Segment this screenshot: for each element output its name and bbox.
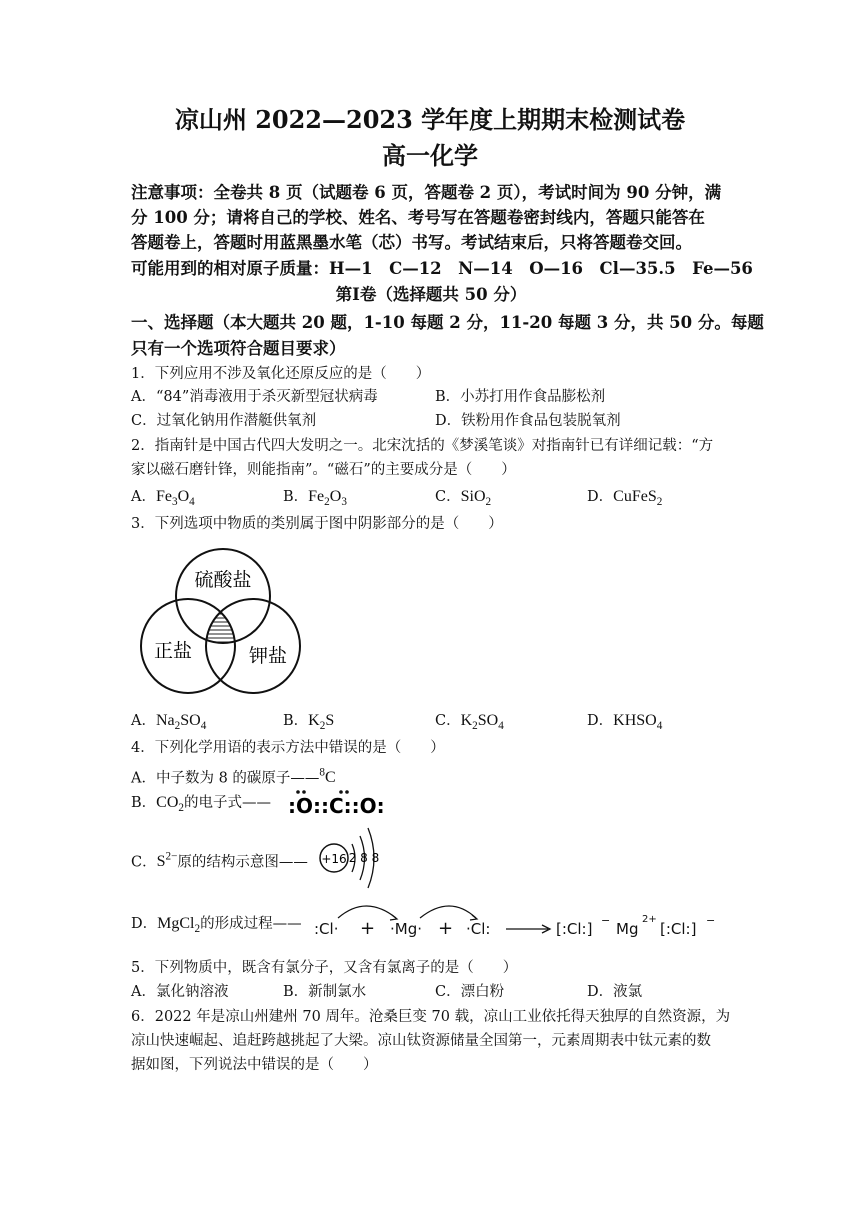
q1-option-a: A．“84”消毒液用于杀灭新型冠状病毒: [131, 389, 378, 405]
q4-stem: 4．下列化学用语的表示方法中错误的是（ ）: [131, 740, 445, 756]
q4-option-d: D．MgCl$_2$的形成过程——: [131, 915, 302, 936]
q3-option-a: A．$Na_2SO_4$: [131, 712, 207, 733]
venn-diagram: [133, 540, 313, 700]
q3-option-d: D．$KHSO_4$: [587, 712, 663, 733]
mgcl2-formation-diagram: [310, 890, 730, 946]
formula-cufes2: CuFeS$_2$: [613, 488, 663, 509]
formula-k2so4: $K_2SO_4$: [460, 712, 504, 733]
nucleus-charge: +16: [321, 852, 347, 866]
formula-co2: $CO_2$: [156, 794, 184, 815]
atomic-masses: 可能用到的相对原子质量：H—1 C—12 N—14 O—16 Cl—35.5 Fe—56: [131, 259, 753, 278]
svg-text:[:Cl:]: [:Cl:]: [556, 920, 593, 938]
q2-option-c: C．SiO$_2$: [435, 488, 492, 509]
q3-option-b: B．$K_2S$: [283, 712, 335, 733]
svg-text:−: −: [601, 914, 611, 927]
sulfide-structure-diagram: [316, 822, 386, 894]
q6-line-1: 6．2022 年是凉山州建州 70 周年。沧桑巨变 70 载，凉山工业依托得天独厚的自然资源，为: [131, 1009, 731, 1025]
q1-option-b: B．小苏打用作食品膨松剂: [435, 389, 606, 405]
q1-stem: 1．下列应用不涉及氧化还原反应的是（ ）: [131, 366, 431, 382]
notice-line-3: 答题卷上，答题时用蓝黑墨水笔（芯）书写。考试结束后，只将答题卷交回。: [131, 233, 692, 252]
part1-title: 第Ⅰ卷（选择题共 50 分）: [335, 285, 527, 304]
q4-option-c: C．$S^{2-}$原的结构示意图——: [131, 851, 308, 871]
q5-stem: 5．下列物质中，既含有氯分子，又含有氯离子的是（ ）: [131, 960, 518, 976]
q3-option-c: C．$K_2SO_4$: [435, 712, 504, 733]
q4-option-a: A．中子数为 8 的碳原子——$^8$C: [131, 767, 336, 787]
q4-option-b: B．$CO_2$的电子式——: [131, 794, 271, 815]
svg-text:+: +: [438, 918, 454, 939]
isotope-c8: $^8$C: [319, 767, 336, 787]
section-line-1: 一、选择题（本大题共 20 题，1-10 每题 2 分，11-20 每题 3 分，共 50 分。每题: [131, 313, 764, 332]
q2-option-a: A．$Fe_3O_4$: [131, 488, 195, 509]
notice-line-2: 分 100 分；请将自己的学校、姓名、考号写在答题卷密封线内，答题只能答在: [131, 208, 705, 227]
section-line-2: 只有一个选项符合题目要求）: [131, 339, 346, 358]
venn-label-right: 钾盐: [248, 645, 288, 667]
q6-line-3: 据如图，下列说法中错误的是（ ）: [131, 1057, 378, 1073]
svg-text:·Mg·: ·Mg·: [390, 920, 422, 938]
q6-line-2: 凉山快速崛起、追赶跨越挑起了大梁。凉山钛资源储量全国第一，元素周期表中钛元素的数: [131, 1033, 711, 1049]
q2-stem-1: 2．指南针是中国古代四大发明之一。北宋沈括的《梦溪笔谈》对指南针已有详细记载：“方: [131, 438, 714, 454]
formula-sio2: SiO$_2$: [460, 488, 492, 509]
q5-option-b: B．新制氯水: [283, 984, 367, 1000]
q1-option-c: C．过氧化钠用作潜艇供氧剂: [131, 413, 317, 429]
formula-khso4: $KHSO_4$: [613, 712, 663, 733]
formula-mgcl2: MgCl$_2$: [157, 915, 201, 936]
electron-shells: 2 8 8: [348, 851, 380, 865]
co2-electron-formula: [282, 787, 385, 821]
notice-line-1: 注意事项：全卷共 8 页（试题卷 6 页，答题卷 2 页），考试时间为 90 分钟，满: [131, 183, 722, 202]
svg-text:2+: 2+: [642, 914, 657, 925]
svg-text:[:Cl:]: [:Cl:]: [660, 920, 697, 938]
venn-label-left: 正盐: [153, 640, 193, 662]
formula-fe3o4: $Fe_3O_4$: [155, 488, 195, 509]
q3-stem: 3．下列选项中物质的类别属于图中阴影部分的是（ ）: [131, 516, 503, 532]
svg-text:·Cl:: ·Cl:: [466, 920, 491, 938]
q1-option-d: D．铁粉用作食品包装脱氧剂: [435, 413, 621, 429]
ion-s2minus: $S^{2-}$: [156, 851, 178, 871]
venn-label-top: 硫酸盐: [194, 569, 252, 591]
svg-text:+: +: [360, 918, 376, 939]
svg-text:−: −: [706, 914, 716, 927]
q2-option-b: B．$Fe_2O_3$: [283, 488, 347, 509]
svg-text:Mg: Mg: [616, 920, 639, 938]
exam-subtitle: 高一化学: [382, 141, 478, 170]
q2-stem-2: 家以磁石磨针锋，则能指南”。“磁石”的主要成分是（ ）: [131, 462, 516, 478]
exam-title: 凉山州 2022—2023 学年度上期期末检测试卷: [174, 105, 686, 134]
q5-option-c: C．漂白粉: [435, 984, 505, 1000]
q2-option-d: D．CuFeS$_2$: [587, 488, 663, 509]
svg-text::O::C::O:: :O::C::O:: [288, 794, 385, 818]
formula-k2s: $K_2S$: [308, 712, 335, 733]
q5-option-d: D．液氯: [587, 984, 643, 1000]
formula-fe2o3: $Fe_2O_3$: [308, 488, 347, 509]
svg-text::Cl·: :Cl·: [314, 920, 339, 938]
formula-na2so4: $Na_2SO_4$: [155, 712, 207, 733]
q5-option-a: A．氯化钠溶液: [131, 984, 229, 1000]
